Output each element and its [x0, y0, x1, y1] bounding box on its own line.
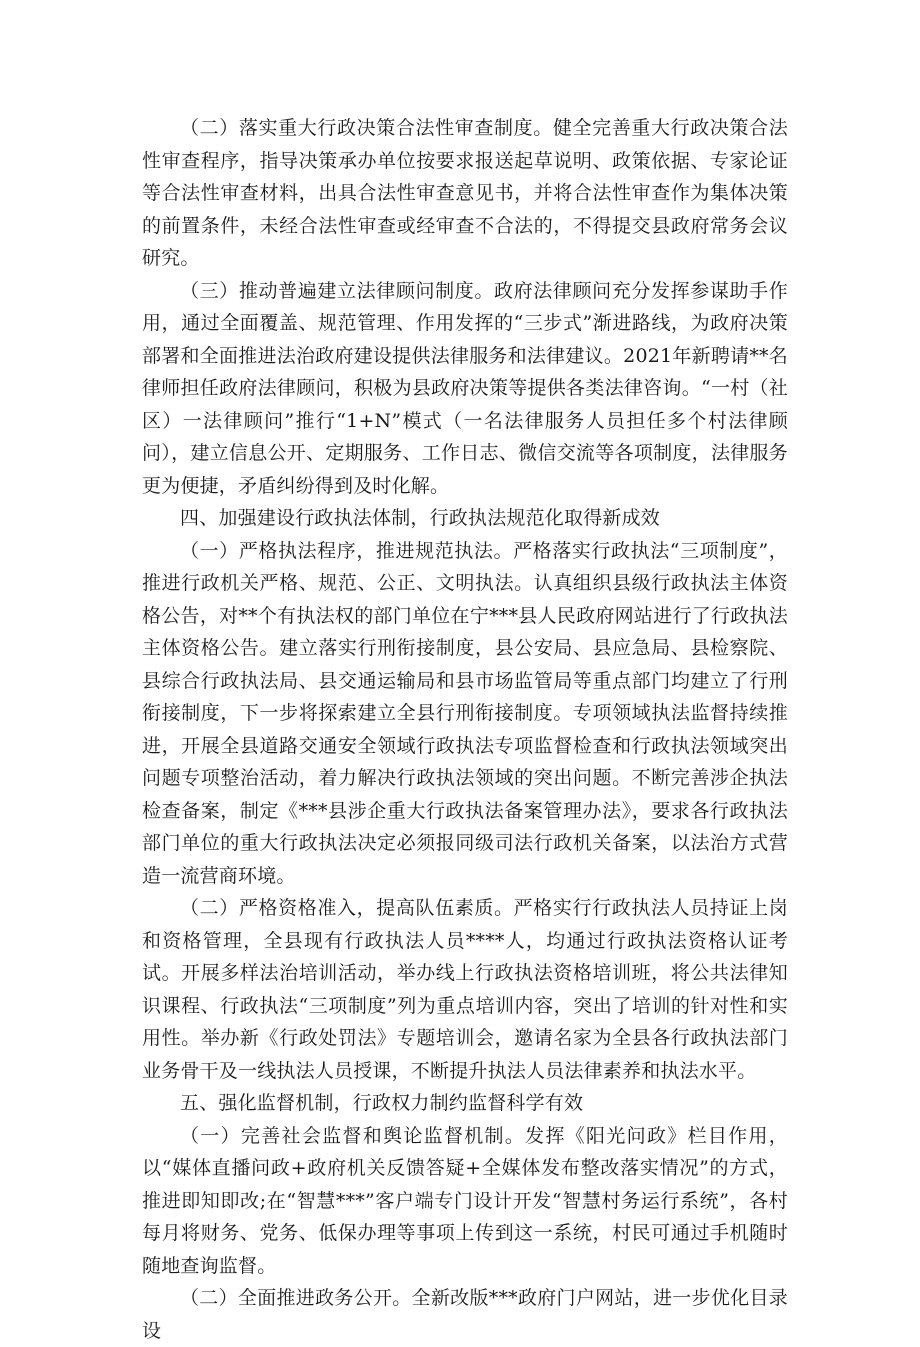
section-heading-four: 四、加强建设行政执法体制，行政执法规范化取得新成效	[180, 507, 661, 529]
paragraph-qualification-access: （二）严格资格准入，提高队伍素质。严格实行行政执法人员持证上岗和资格管理，全县现有行政执法人员****人，均通过行政执法资格认证考试。开展多样法治培训活动，举办线上行政执法资格培训班，将公共法律知识课程、行政执法“三项制度”列为重点培训内容，突出了培训的针对性和实用性。举办新《行政处罚法》专题培训会，邀请名家为全县各行政执法部门业务骨干及一线执法人员授课，不断提升执法人员法律素养和执法水平。	[142, 897, 788, 1082]
paragraph-enforcement-procedure: （一）严格执法程序，推进规范执法。严格落实行政执法“三项制度”，推进行政机关严格、规范、公正、文明执法。认真组织县级行政执法主体资格公告，对**个有执法权的部门单位在宁***县人民政府网站进行了行政执法主体资格公告。建立落实行刑衔接制度，县公安局、县应急局、县检察院、县综合行政执法局、县交通运输局和县市场监管局等重点部门均建立了行刑衔接制度，下一步将探索建立全县行刑衔接制度。专项领域执法监督持续推进，开展全县道路交通安全领域行政执法专项监督检查和行政执法领域突出问题专项整治活动，着力解决行政执法领域的突出问题。不断完善涉企执法检查备案，制定《***县涉企重大行政执法备案管理办法》，要求各行政执法部门单位的重大行政执法决定必须报同级司法行政机关备案，以法治方式营造一流营商环境。	[142, 539, 788, 887]
paragraph-legality-review: （二）落实重大行政决策合法性审查制度。健全完善重大行政决策合法性审查程序，指导决策承办单位按要求报送起草说明、政策依据、专家论证等合法性审查材料，出具合法性审查意见书，并将合法性审查作为集体决策的前置条件，未经合法性审查或经审查不合法的，不得提交县政府常务会议研究。	[142, 117, 788, 269]
document-body	[142, 112, 788, 1347]
paragraph-legal-advisor: （三）推动普遍建立法律顾问制度。政府法律顾问充分发挥参谋助手作用，通过全面覆盖、规范管理、作用发挥的“三步式”渐进路线，为政府决策部署和全面推进法治政府建设提供法律服务和法律建议。2021年新聘请**名律师担任政府法律顾问，积极为县政府决策等提供各类法律咨询。“一村（社区）一法律顾问”推行“1+N”模式（一名法律服务人员担任多个村法律顾问），建立信息公开、定期服务、工作日志、微信交流等各项制度，法律服务更为便捷，矛盾纠纷得到及时化解。	[142, 279, 788, 497]
paragraph-social-supervision: （一）完善社会监督和舆论监督机制。发挥《阳光问政》栏目作用，以“媒体直播问政+政府机关反馈答疑+全媒体发布整改落实情况”的方式，推进即知即改;在“智慧***”客户端专门设计开发“智慧村务运行系统”，各村每月将财务、党务、低保办理等事项上传到这一系统，村民可通过手机随时随地查询监督。	[142, 1124, 788, 1277]
section-heading-five: 五、强化监督机制，行政权力制约监督科学有效	[180, 1092, 584, 1114]
paragraph-government-affairs-openness: （二）全面推进政务公开。全新改版***政府门户网站，进一步优化目录设	[142, 1287, 788, 1342]
